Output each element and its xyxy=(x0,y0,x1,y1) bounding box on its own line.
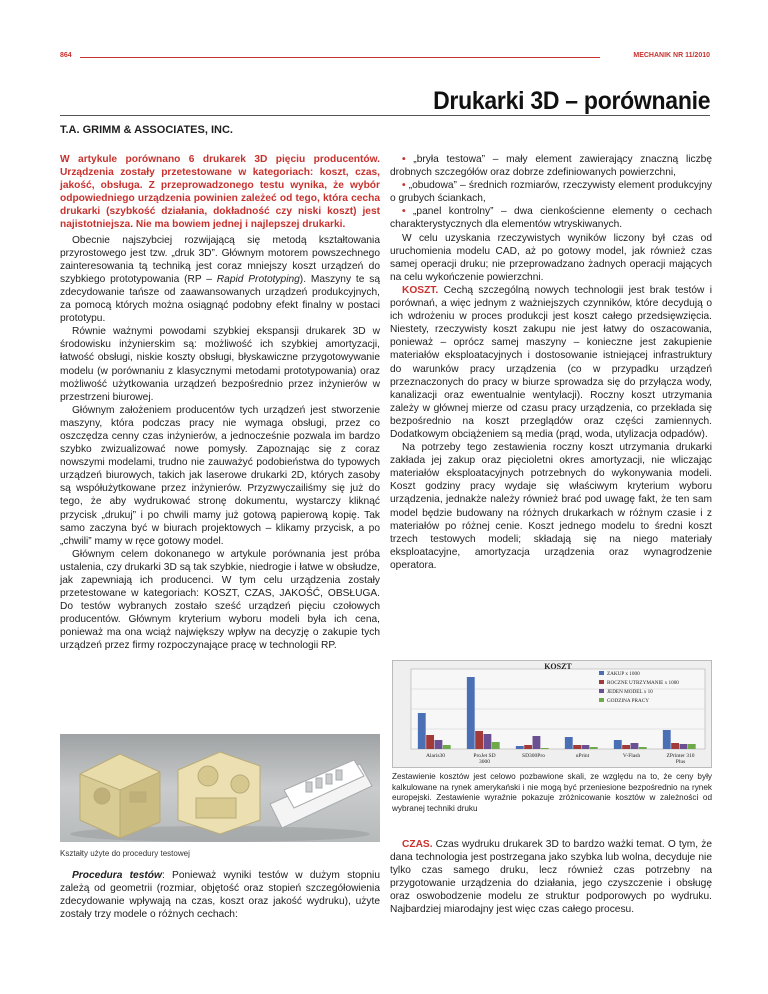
bullet-icon: • xyxy=(402,154,414,165)
bullet-icon: • xyxy=(402,180,409,192)
bar xyxy=(533,736,541,749)
test-body-shape xyxy=(80,754,160,838)
journal-name: MECHANIK NR 11/2010 xyxy=(633,52,710,59)
article-lead: W artykule porównano 6 drukarek 3D pięciu producentów. Urządzenia zostały przetestowane w kategoriach: koszt, czas, jakość, obsługa. Z przeprowadzonego testu wynika, że wybór odpowiedniego urządzenia powinien zależeć od tego, która cecha drukarki (szybkość działania, dokładność czy niski koszt) jest najistotniejsza. Nie ma bowiem jednej i najlepszej drukarki. xyxy=(60,154,380,231)
category-label: uPrint xyxy=(575,753,590,759)
bar xyxy=(688,744,696,749)
legend-swatch xyxy=(599,671,604,675)
legend-swatch xyxy=(599,680,604,684)
article-title: Drukarki 3D – porównanie xyxy=(432,87,710,115)
bullet-housing: • „obudowa” – średnich rozmiarów, rzeczywisty element produkcyjny o grubych ściankach, xyxy=(390,180,713,205)
category-label: ZPrinter 310 Plus xyxy=(666,753,695,765)
bar xyxy=(492,742,500,749)
chart-title: KOSZT xyxy=(544,662,572,671)
bar xyxy=(622,745,630,749)
paragraph-6: Na potrzeby tego zestawienia roczny koszt utrzymania drukarki zakłada jej zakup oraz pięcioletni okres amortyzacji, nie wliczając materiałów eksploatacyjnych potrzebnych do wykonywania modeli. Koszt godziny pracy wydaje się właściwym kryterium wyboru urządzenia, jednakże należy również brać pod uwagę fakt, że ten sam model będzie budowany na różnych drukarkach w różnym czasie i z materiałów po różnej cenie. Koszt jednego modelu to średni koszt trzech testowych modeli; składają się na niego materiały eksploatacyjne, amortyzacja urządzenia oraz wynagrodzenie operatora. xyxy=(390,442,712,571)
legend-entry: GODZINA PRACY xyxy=(607,698,649,704)
bar xyxy=(516,746,524,749)
legend-entry: ZAKUP x 1000 xyxy=(607,671,640,677)
paragraph-5: W celu uzyskania rzeczywistych wyników liczony był czas od uruchomienia modelu CAD, aż po gotowy model, jak również czas samej operacji druku; nie przeprowadzano żadnych operacji mających na celu wykończenie powierzchni. xyxy=(390,232,712,283)
bar xyxy=(639,747,647,749)
chart-caption: Zestawienie kosztów jest celowo pozbawione skali, ze względu na to, że ceny były kalkulowane na rynek amerykański i nie mogą być przeniesione bezpośrednio na rynek europejski. Zestawienie wyraźnie pokazuje zróżnicowanie kosztów w zależności od wybranej techniki druku xyxy=(392,772,712,813)
bar xyxy=(680,744,688,749)
legend-entry: JEDEN MODEL x 10 xyxy=(607,689,653,695)
bar xyxy=(590,747,598,749)
left-column xyxy=(60,153,380,653)
test-shapes-photo xyxy=(60,734,380,842)
procedure-section xyxy=(60,869,380,921)
legend-entry: ROCZNE UTRZYMANIE x 1000 xyxy=(607,680,679,686)
category-label: V-Flash xyxy=(622,753,641,759)
bar xyxy=(671,743,679,749)
paragraph-1: Obecnie najszybciej rozwijającą się metodą kształtowania przyrostowego jest tzw. „druk 3D”. Głównym motorem powszechnego zainteresowania tą techniką jest coraz mniejszy koszt urządzeń do szybkiego prototypowania (RP – Rapid Prototyping). Maszyny te są zdecydowanie tańsze od zaawansowanych urządzeń produkcyjnych, za pomocą których można osiągnąć podobny efekt finalny w postaci prototypu. xyxy=(60,234,380,325)
photo-caption: Kształty użyte do procedury testowej xyxy=(60,849,190,858)
bar xyxy=(573,745,581,749)
category-label: SD300Pro xyxy=(522,753,545,759)
control-panel-shape xyxy=(270,760,372,828)
bar xyxy=(565,737,573,749)
bullet-panel: • „panel kontrolny” – dwa cienkościenne elementy o cechach charakterystycznych dla elementów wtryskiwanych. xyxy=(390,206,712,231)
bar xyxy=(484,734,492,749)
bullet-test-body: • „bryła testowa” – mały element zawierający znaczną liczbę drobnych szczegółów oraz dobrze zdefiniowanych powierzchni, xyxy=(390,154,712,179)
header-rule xyxy=(80,57,600,58)
bar xyxy=(541,748,549,749)
bar xyxy=(467,677,475,749)
bar xyxy=(443,745,451,749)
cost-paragraph: KOSZT. Cechą szczególną nowych technologii jest brak testów i porównań, a więc jednym z ważniejszych czynników, które decydują o ich wdrożeniu w proces produkcji jest koszt całego przedsięwzięcia. Niestety, rzeczywisty koszt zakupu nie jest łatwy do oszacowania, ponieważ – oprócz samej maszyny – konieczne jest zakupienie materiałów eksploatacyjnych i dostosowanie istniejącej infrastruktury do warunków pracy urządzenia (co w przypadku urządzeń przeznaczonych do pracy w biurze sprowadza się do przyłącza wody, kanalizacji oraz ewentualnie wentylacji). Roczny koszt utrzymania zależy w głównej mierze od czasu pracy urządzenia, co przekłada się bezpośrednio na koszt przeglądów oraz części zamiennych. Dodatkowym obciążeniem są media (prąd, woda, utylizacja odpadów). xyxy=(390,284,712,440)
bar xyxy=(418,713,426,749)
bar xyxy=(631,743,639,749)
paragraph-2: Równie ważnymi powodami szybkiej ekspansji drukarek 3D w środowisku inżynierskim są: możliwość ich szybkiej amortyzacji, łatwość obsługi, niskie koszty obsługi, błyskawiczne przygotowywanie modelu (w porównaniu z klasycznymi metodami prototypowania) oraz możliwość użytkowania urządzeń bezpośrednio przez inżynierów w przestrzeni biurowej. xyxy=(60,326,380,403)
right-column xyxy=(390,153,712,572)
legend-swatch xyxy=(599,689,604,693)
procedure-paragraph: Procedura testów: Ponieważ wyniki testów w dużym stopniu zależą od geometrii (rozmiar, objętość oraz stopień szczegółowienia zdecydowanie wpływają na czas, koszt oraz jakość wydruku), użyte zostały trzy modele o różnych cechach: xyxy=(60,870,380,921)
paragraph-4: Głównym celem dokonanego w artykule porównania jest próba ustalenia, czy drukarki 3D są tak szybkie, niedrogie i łatwe w obsłudze, jak zapewniają ich producenci. W tym celu urządzenia zostały przetestowane w kategoriach: KOSZT, CZAS, JAKOŚĆ, OBSŁUGA. Do testów wybranych zostało sześć urządzeń pięciu czołowych producentów. Głównym kryterium wyboru modeli była ich cena, ponieważ ma ona wciąż największy wpływ na decyzję o zakupie tych urządzeń przez firmy rozpoczynające pracę w technologii RP. xyxy=(60,548,380,652)
bar xyxy=(663,730,671,749)
bar xyxy=(582,745,590,749)
article-author: T.A. GRIMM & ASSOCIATES, INC. xyxy=(60,124,233,136)
bar xyxy=(435,740,443,749)
paragraph-3: Głównym założeniem producentów tych urządzeń jest stworzenie maszyny, która podczas pracy nie wymaga obsługi, przez co oszczędza cenny czas inżynierów, a jednocześnie pozwala im bardzo szybko zwizualizować nowe pomysły. Zapoznając się z coraz nowszymi modelami, trudno nie zauważyć podobieństwa do typowych urządzeń biurowych, takich jak laserowe drukarki 2D, których zasoby są współużytkowane przez inżynierów. Przyzwyczailiśmy się już do tego, że aby wydrukować stronę dokumentu, wystarczy kliknąć przycisk „drukuj” i po chwili mamy już gotową papierową kopię. Tak samo zaczyna być w biurach projektowych – klikamy przycisk, a po „chwili” mamy w ręce gotowy model. xyxy=(60,404,380,547)
page-number: 864 xyxy=(60,52,72,59)
bar xyxy=(426,735,434,749)
time-paragraph: CZAS. Czas wydruku drukarek 3D to bardzo ważki temat. O tym, że dana technologia jest postrzegana jako szybka lub wolna, decyduje nie tylko czas samego druku, lecz również czas potrzebny na przygotowanie urządzenia do działania, jego czyszczenie i obsługę oraz oswobodzenie modelu ze struktur podporowych po wydruku. Najbardziej miarodajny jest więc czas całego procesu. xyxy=(390,839,712,916)
housing-shape xyxy=(178,752,260,834)
bar xyxy=(475,731,483,749)
category-label: Alaris30 xyxy=(426,753,445,759)
page-header xyxy=(60,50,710,64)
bullet-icon: • xyxy=(402,206,414,218)
bar xyxy=(524,745,532,749)
legend-swatch xyxy=(599,698,604,702)
time-section xyxy=(390,838,712,917)
category-label: ProJet SD 3000 xyxy=(473,753,496,765)
bar xyxy=(614,740,622,749)
cost-chart xyxy=(392,660,712,768)
title-rule xyxy=(60,115,710,116)
